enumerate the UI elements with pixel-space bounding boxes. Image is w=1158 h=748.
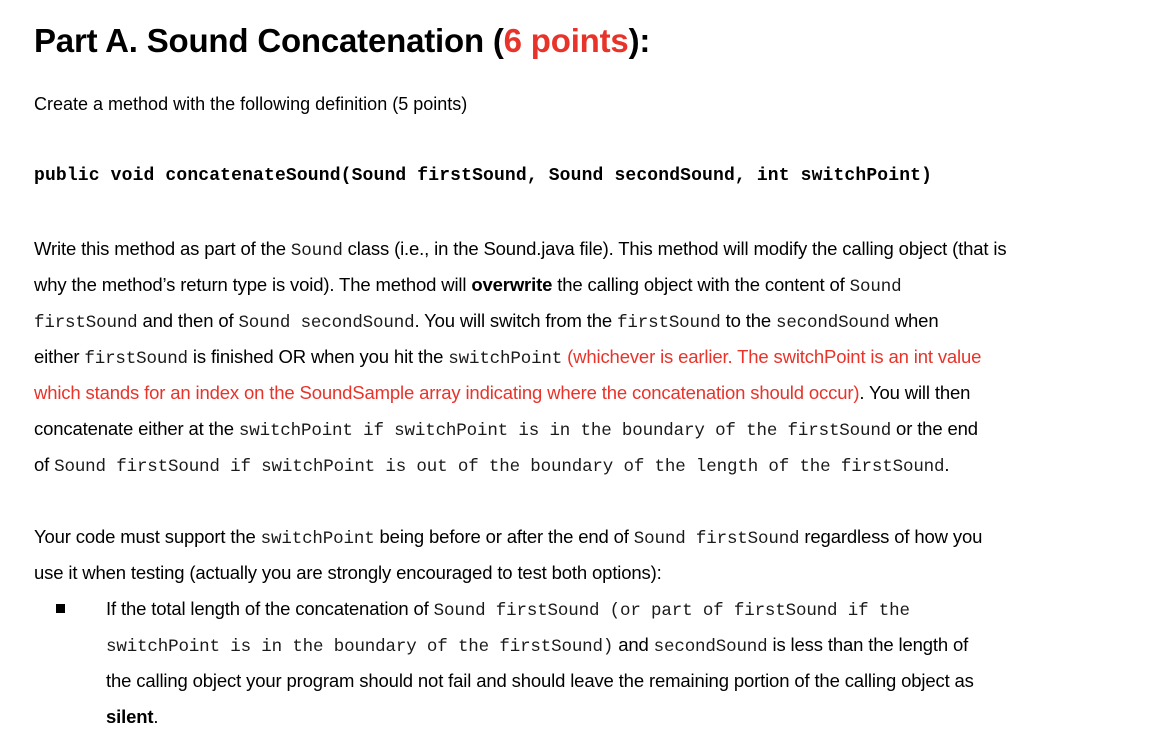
emphasis-silent: silent bbox=[106, 706, 154, 727]
paragraph-line: why the method’s return type is void). The method will overwrite the calling object with the content of Sound bbox=[34, 274, 902, 297]
method-signature: public void concatenateSound(Sound firstSound, Sound secondSound, int switchPoint) bbox=[34, 166, 933, 186]
inline-code: switchPoint is in the boundary of the firstSound) bbox=[106, 637, 614, 657]
paragraph-line: concatenate either at the switchPoint if switchPoint is in the boundary of the firstSound or the end bbox=[34, 418, 978, 441]
paragraph-line: Write this method as part of the Sound class (i.e., in the Sound.java file). This method will modify the calling object (that is bbox=[34, 238, 1007, 261]
inline-code: switchPoint bbox=[260, 529, 375, 549]
heading-prefix: Part A. Sound Concatenation ( bbox=[34, 22, 504, 59]
inline-code: firstSound bbox=[617, 313, 721, 333]
paragraph-line: use it when testing (actually you are strongly encouraged to test both options): bbox=[34, 562, 662, 583]
paragraph-line: of Sound firstSound if switchPoint is out of the boundary of the length of the firstSound. bbox=[34, 454, 950, 477]
square-bullet-icon bbox=[56, 604, 65, 613]
section-heading bbox=[34, 22, 650, 60]
intro-text: Create a method with the following definition (5 points) bbox=[34, 94, 468, 114]
emphasis-overwrite: overwrite bbox=[471, 274, 553, 295]
bullet-text bbox=[106, 591, 974, 735]
bullet-line: If the total length of the concatenation of Sound firstSound (or part of firstSound if the bbox=[106, 598, 910, 621]
inline-code: Sound bbox=[290, 241, 343, 261]
inline-code: Sound firstSound (or part of firstSound if the bbox=[433, 601, 910, 621]
inline-code: Sound firstSound bbox=[633, 529, 800, 549]
inline-code: switchPoint if switchPoint is in the boundary of the firstSound bbox=[238, 421, 892, 441]
inline-code: Sound firstSound if switchPoint is out of the boundary of the length of the firstSound bbox=[54, 457, 945, 477]
inline-code: firstSound bbox=[34, 313, 138, 333]
inline-code: firstSound bbox=[84, 349, 188, 369]
description-paragraph bbox=[34, 231, 1006, 483]
paragraph-line: which stands for an index on the SoundSample array indicating where the concatenation should occur). You will then bbox=[34, 382, 971, 403]
red-note: (whichever is earlier. The switchPoint is an int value bbox=[562, 346, 982, 367]
inline-code: Sound bbox=[849, 277, 902, 297]
bullet-line: silent. bbox=[106, 706, 159, 727]
heading-points: 6 points bbox=[503, 22, 629, 59]
heading-suffix: ): bbox=[628, 22, 651, 59]
inline-code: switchPoint bbox=[448, 349, 563, 369]
inline-code: Sound secondSound bbox=[238, 313, 415, 333]
inline-code: secondSound bbox=[653, 637, 768, 657]
red-note: which stands for an index on the SoundSample array indicating where the concatenation should occur) bbox=[34, 382, 860, 403]
bullet-line: the calling object your program should not fail and should leave the remaining portion of the calling object as bbox=[106, 670, 974, 691]
bullet-line: switchPoint is in the boundary of the firstSound) and secondSound is less than the length of bbox=[106, 634, 969, 657]
paragraph-line: Your code must support the switchPoint being before or after the end of Sound firstSound regardless of how you bbox=[34, 526, 983, 549]
requirements-paragraph bbox=[34, 519, 982, 591]
paragraph-line: either firstSound is finished OR when you hit the switchPoint (whichever is earlier. The switchPoint is an int value bbox=[34, 346, 982, 369]
paragraph-line: firstSound and then of Sound secondSound. You will switch from the firstSound to the secondSound when bbox=[34, 310, 939, 333]
inline-code: secondSound bbox=[775, 313, 890, 333]
